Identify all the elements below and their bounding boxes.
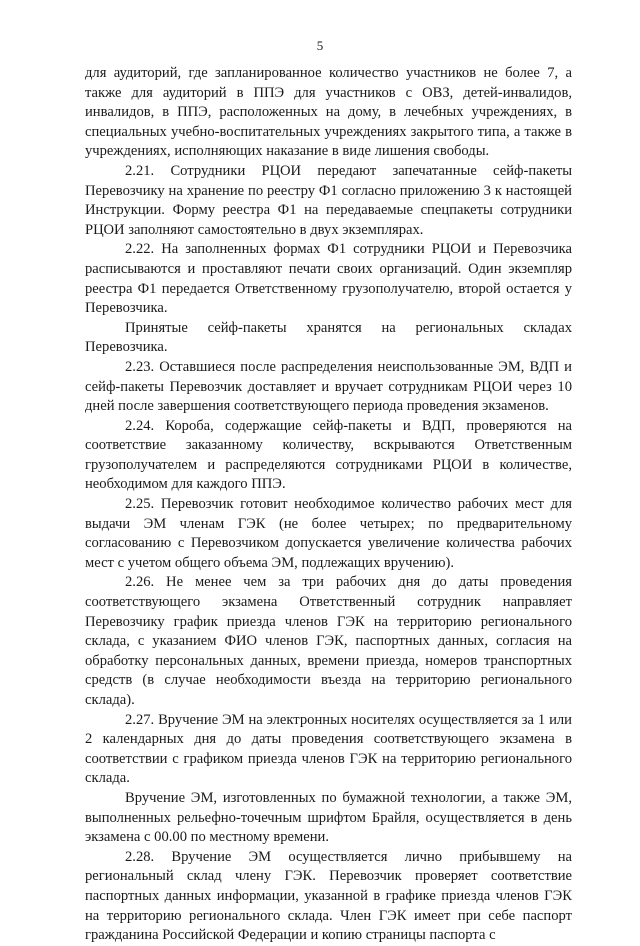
paragraph-2-27: 2.27. Вручение ЭМ на электронных носителях осуществляется за 1 или 2 календарных дня до даты проведения соответствующего экзамена в соответствии с графиком приезда членов ГЭК на территорию регионального склада. bbox=[85, 711, 572, 787]
paragraph-2-25: 2.25. Перевозчик готовит необходимое количество рабочих мест для выдачи ЭМ членам ГЭК (не более четырех; по предварительному согласованию с Перевозчиком допускается увеличение количества рабочих мест с учетом общего объема ЭМ, подлежащих вручению). bbox=[85, 496, 572, 571]
page-number: 5 bbox=[316, 38, 324, 53]
paragraph-2-26: 2.26. Не менее чем за три рабочих дня до даты проведения соответствующего экзамена Ответственный сотрудник направляет Перевозчику график приезда членов ГЭК на территорию регионального склада, с указанием ФИО членов ГЭК, паспортных данных, согласия на обработку персональных данных, времени приезда, номеров транспортных средств (в случае необходимости въезда на территорию регионального склада). bbox=[85, 574, 572, 708]
paragraph-2-22: 2.22. На заполненных формах Ф1 сотрудники РЦОИ и Перевозчика расписываются и проставляют печати своих организаций. Один экземпляр реестра Ф1 передается Ответственному грузополучателю, второй остается у Перевозчика. bbox=[85, 241, 572, 317]
document-body bbox=[85, 64, 572, 946]
paragraph-2-28: 2.28. Вручение ЭМ осуществляется лично прибывшему на региональный склад члену ГЭК. Перевозчик проверяет соответствие паспортных данных информации, указанной в графике приезда членов ГЭК на территорию регионального склада. Член ГЭК имеет при себе паспорт гражданина Российской Федерации и копию страницы паспорта с bbox=[85, 848, 572, 944]
paragraph-storage: Принятые сейф-пакеты хранятся на региональных складах Перевозчика. bbox=[85, 319, 572, 356]
paragraph-2-23: 2.23. Оставшиеся после распределения неиспользованные ЭМ, ВДП и сейф-пакеты Перевозчик доставляет и вручает сотрудникам РЦОИ через 10 дней после завершения соответствующего периода проведения экзаменов. bbox=[85, 358, 572, 415]
paragraph-2-24: 2.24. Короба, содержащие сейф-пакеты и ВДП, проверяются на соответствие заказанному количеству, вскрываются Ответственным грузополучателем и распределяются сотрудниками РЦОИ в количестве, необходимом для каждого ППЭ. bbox=[85, 417, 572, 493]
paragraph-2-21: 2.21. Сотрудники РЦОИ передают запечатанные сейф-пакеты Перевозчику на хранение по реестру Ф1 согласно приложению 3 к настоящей Инструкции. Форму реестра Ф1 на передаваемые спецпакеты сотрудники РЦОИ заполняют самостоятельно в двух экземплярах. bbox=[85, 162, 572, 238]
paragraph-braille: Вручение ЭМ, изготовленных по бумажной технологии, а также ЭМ, выполненных рельефно-точечным шрифтом Брайля, осуществляется в день экзамена с 00.00 по местному времени. bbox=[85, 789, 572, 846]
paragraph-continuation: для аудиторий, где запланированное количество участников не более 7, а также для аудиторий в ППЭ для участников с ОВЗ, детей-инвалидов, инвалидов, в ППЭ, расположенных на дому, в лечебных учреждениях, в специальных учебно-воспитательных учреждениях закрытого типа, а также в учреждениях, исполняющих наказание в виде лишения свободы. bbox=[85, 65, 572, 160]
